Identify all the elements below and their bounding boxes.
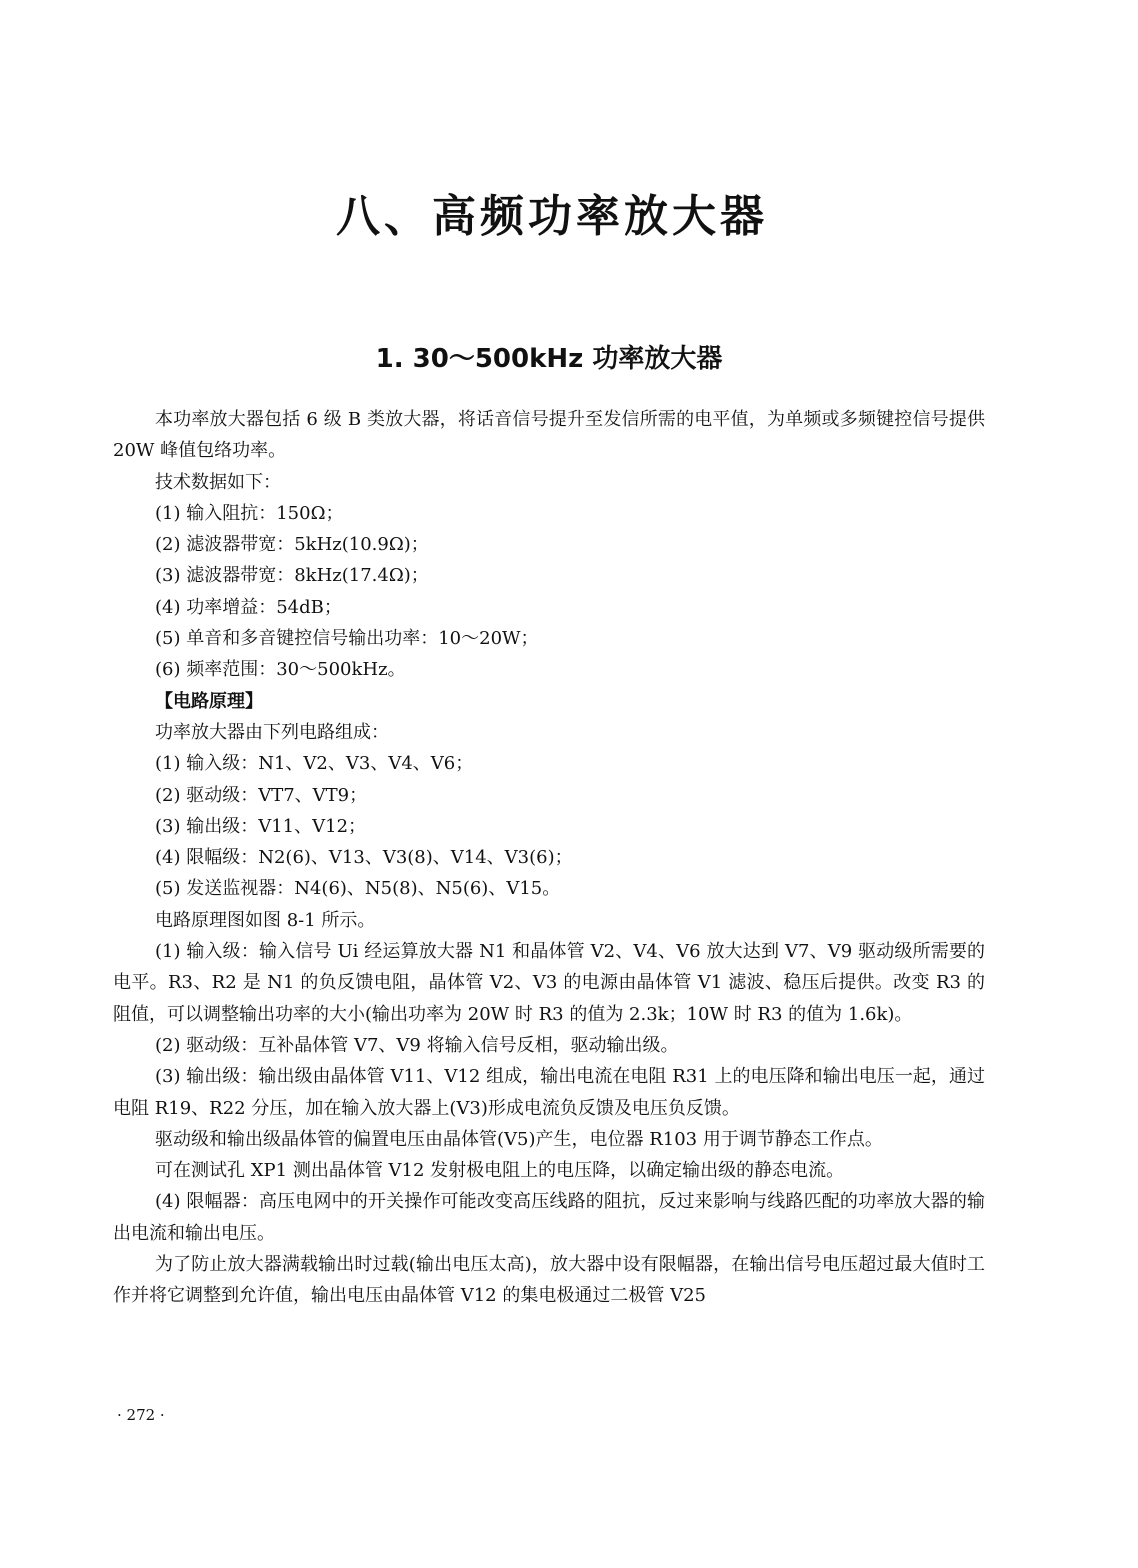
composition-item: (5) 发送监视器：N4(6)、N5(8)、N5(6)、V15。 [155,878,561,900]
composition-item: (2) 驱动级：VT7、VT9； [155,784,368,806]
tech-heading: 技术数据如下： [155,471,281,493]
chapter-title: 八、高频功率放大器 [336,191,768,242]
paragraph-output-stage: (3) 输出级：输出级由晶体管 V11、V12 组成，输出电流在电阻 R31 上的电压降和输出电压一起，通过电阻 R19、R22 分压，加在输入放大器上(V3)形成电流负反馈及电压负反馈。 [113,1066,985,1119]
section-title: 1. 30～500kHz 功率放大器 [375,344,723,374]
composition-heading: 功率放大器由下列电路组成： [155,721,389,743]
composition-item: (1) 输入级：N1、V2、V3、V4、V6； [155,753,474,775]
paragraph-overload: 为了防止放大器满载输出时过载(输出电压太高)，放大器中设有限幅器，在输出信号电压超过最大值时工作并将它调整到允许值，输出电压由晶体管 V12 的集电极通过二极管 V25 [113,1254,985,1307]
tech-item: (6) 频率范围：30～500kHz。 [155,659,406,681]
page-number: · 272 · [117,1406,165,1424]
tech-item: (2) 滤波器带宽：5kHz(10.9Ω)； [155,534,429,556]
tech-item: (1) 输入阻抗：150Ω； [155,502,344,524]
composition-item: (4) 限幅级：N2(6)、V13、V3(8)、V14、V3(6)； [155,847,573,869]
tech-item: (5) 单音和多音键控信号输出功率：10～20W； [155,628,539,650]
paragraph-bias: 驱动级和输出级晶体管的偏置电压由晶体管(V5)产生，电位器 R103 用于调节静态工作点。 [155,1128,883,1150]
tech-item: (4) 功率增益：54dB； [155,596,342,618]
paragraph-limiter: (4) 限幅器：高压电网中的开关操作可能改变高压线路的阻抗，反过来影响与线路匹配的功率放大器的输出电流和输出电压。 [113,1191,985,1244]
figure-reference: 电路原理图如图 8-1 所示。 [155,909,376,931]
composition-item: (3) 输出级：V11、V12； [155,815,367,837]
body-text [113,404,985,1312]
tech-item: (3) 滤波器带宽：8kHz(17.4Ω)； [155,565,429,587]
paragraph-driver-stage: (2) 驱动级：互补晶体管 V7、V9 将输入信号反相，驱动输出级。 [155,1034,679,1056]
paragraph-input-stage: (1) 输入级：输入信号 Ui 经运算放大器 N1 和晶体管 V2、V4、V6 放大达到 V7、V9 驱动级所需要的电平。R3、R2 是 N1 的负反馈电阻，晶体管 V2、V3 的电源由晶体管 V1 滤波、稳压后提供。改变 R3 的阻值，可以调整输出功率的大小(输出功率为 20W 时 R3 的值为 2.3k；10W 时 R3 的值为 1.6k)。 [113,941,985,1025]
principle-heading: 【电路原理】 [155,690,263,712]
paragraph-test-point: 可在测试孔 XP1 测出晶体管 V12 发射极电阻上的电压降，以确定输出级的静态电流。 [155,1160,845,1182]
intro-paragraph: 本功率放大器包括 6 级 B 类放大器，将话音信号提升至发信所需的电平值，为单频或多频键控信号提供 20W 峰值包络功率。 [113,409,985,462]
